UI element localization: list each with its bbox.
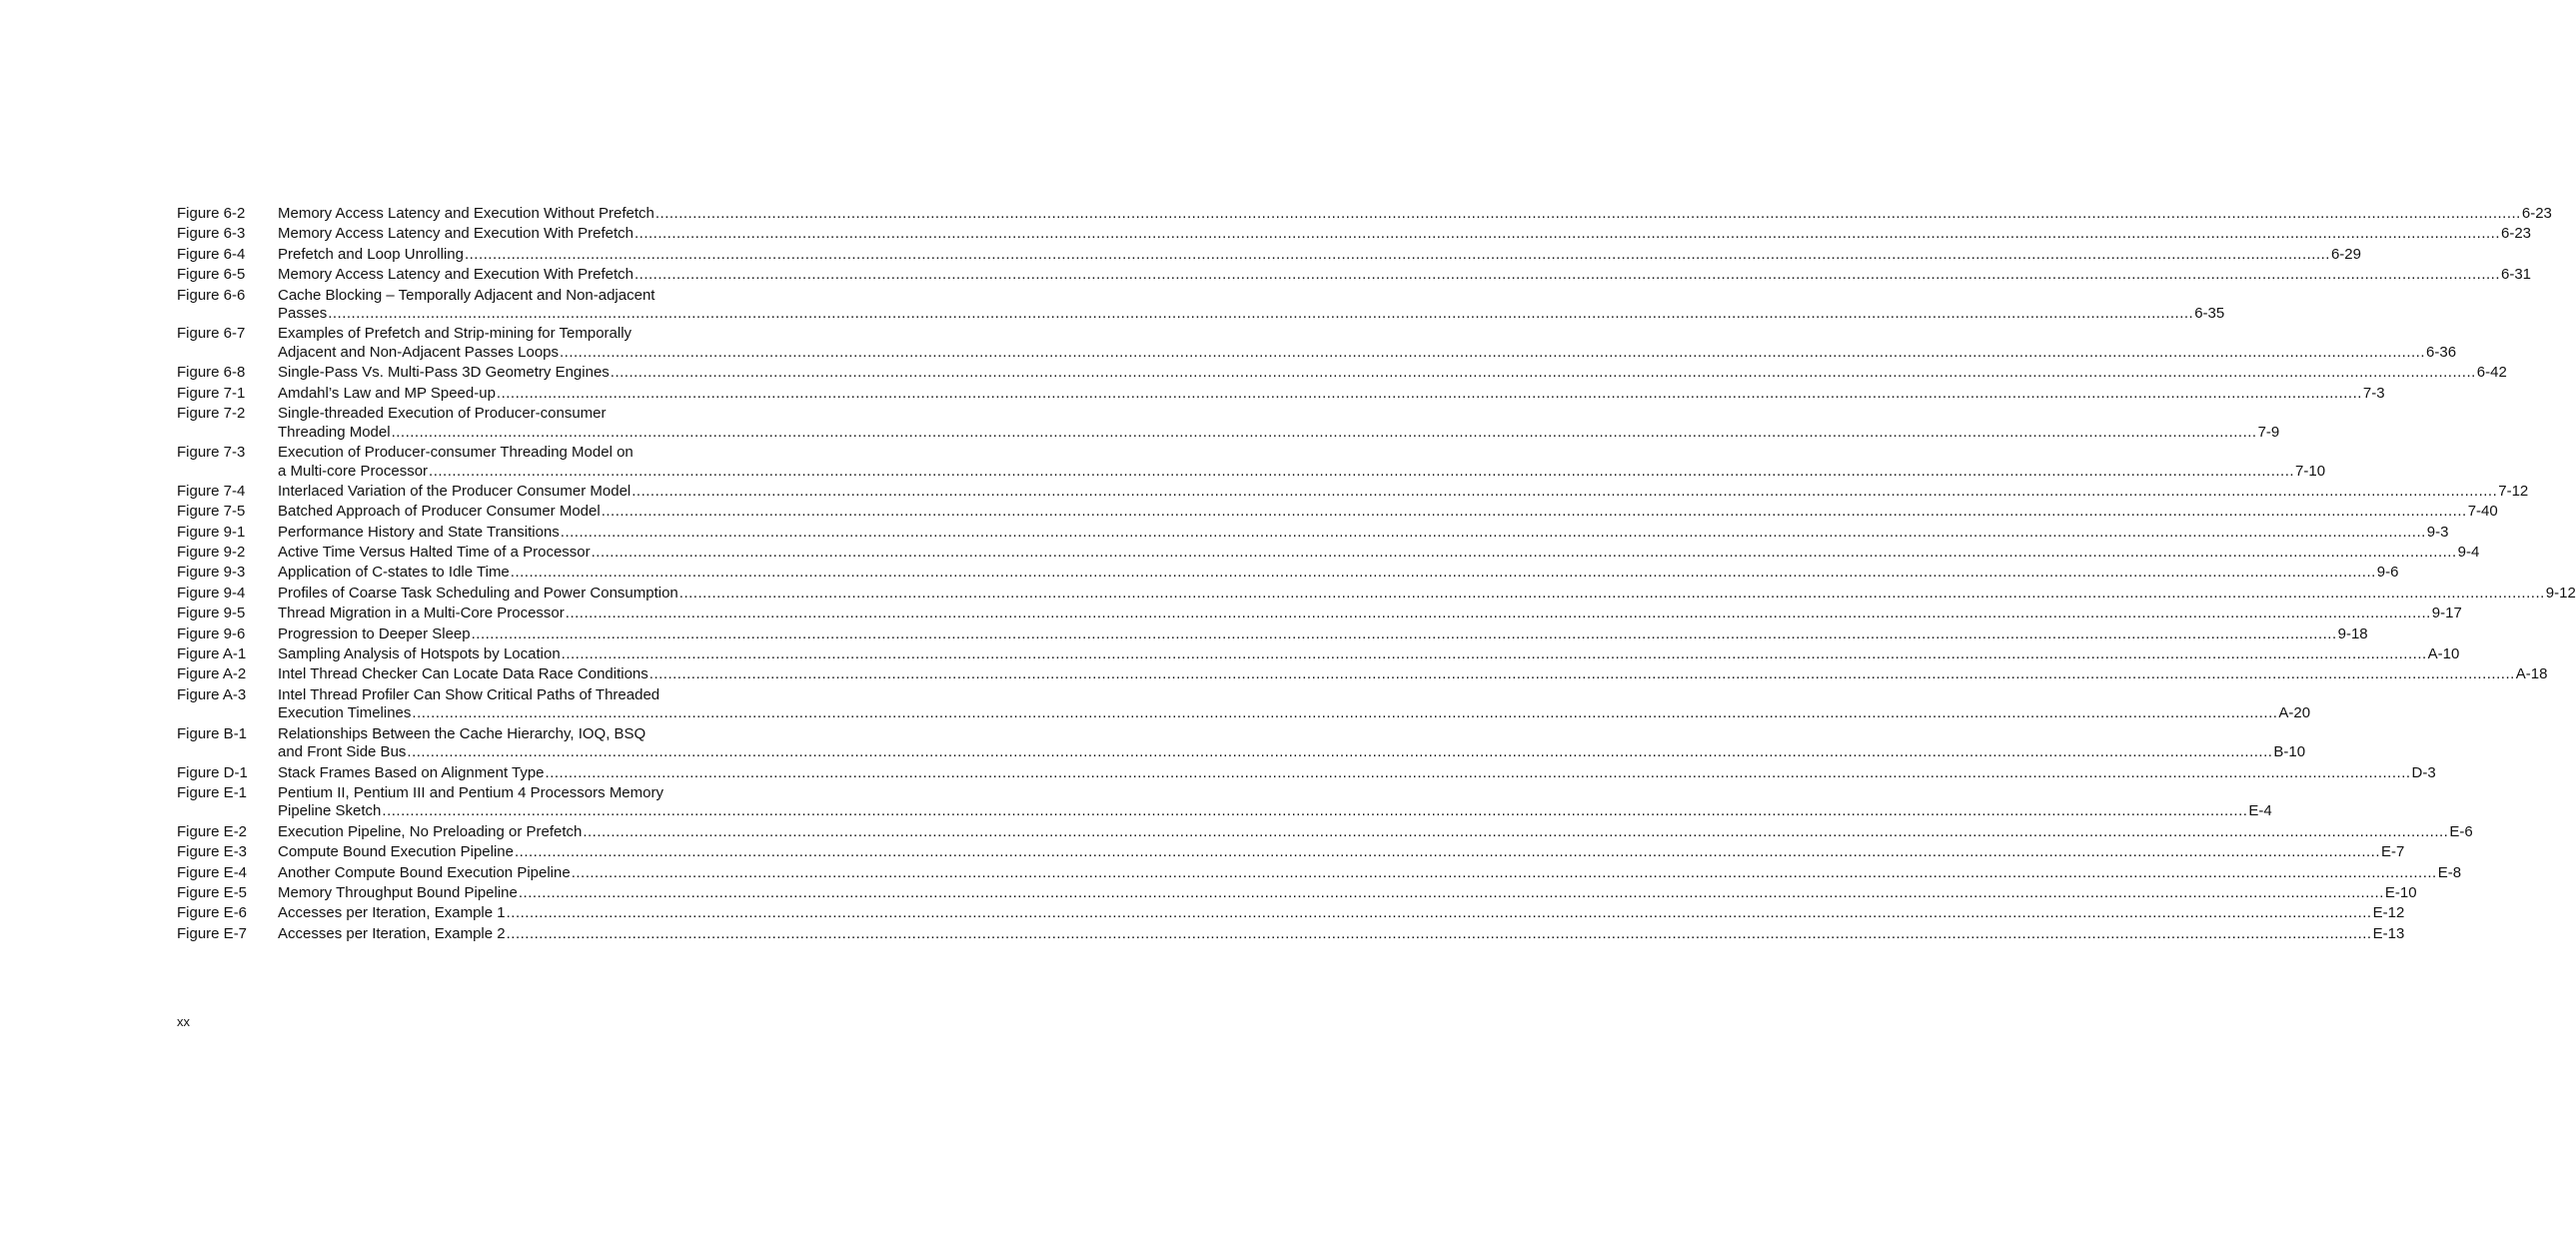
- figure-entry[interactable]: [177, 685, 2311, 723]
- figure-number: Figure 9-2: [177, 544, 246, 562]
- figure-entry[interactable]: [177, 624, 2368, 644]
- figure-number: Figure D-1: [177, 763, 248, 781]
- figure-title-line: [278, 743, 2306, 762]
- figure-entry[interactable]: [177, 605, 2462, 623]
- figure-title-line: Examples of Prefetch and Strip-mining for Temporally: [278, 325, 633, 343]
- figure-title: Interlaced Variation of the Producer Consumer Model: [278, 482, 632, 500]
- figure-title-line: [278, 704, 2311, 723]
- page-reference[interactable]: E-4: [2248, 802, 2272, 820]
- dot-leader: ................................................................................................................................................................................................................................................................................................................................................................................................................: [560, 343, 2426, 361]
- figure-number: Figure 6-6: [177, 286, 246, 304]
- figure-entry[interactable]: [177, 763, 2436, 783]
- figure-title: Passes: [278, 305, 328, 323]
- figure-entry-text: [278, 605, 2462, 623]
- figure-number: Figure 7-2: [177, 405, 246, 423]
- figure-title-line: Cache Blocking – Temporally Adjacent and Non-adjacent: [278, 286, 655, 304]
- figure-entry-text: [278, 822, 2473, 842]
- figure-entry[interactable]: [177, 783, 2272, 821]
- figure-title: Accesses per Iteration, Example 2: [278, 924, 506, 942]
- figure-title: Application of C-states to Idle Time: [278, 564, 510, 582]
- figure-number: Figure 6-2: [177, 205, 246, 222]
- dot-leader: ................................................................................................................................................................................................................................................................................................................................................................................................................: [506, 904, 2372, 922]
- dot-leader: ................................................................................................................................................................................................................................................................................................................................................................................................................: [515, 843, 2380, 861]
- figure-title-line: [278, 245, 2361, 265]
- figure-title: Amdahl’s Law and MP Speed-up: [278, 384, 496, 402]
- figure-number: Figure B-1: [177, 724, 248, 742]
- dot-leader: ................................................................................................................................................................................................................................................................................................................................................................................................................: [412, 704, 2278, 722]
- figure-entry-text: [278, 624, 2368, 644]
- figure-entry[interactable]: [177, 503, 2498, 522]
- figure-title: Thread Migration in a Multi-Core Processor: [278, 605, 565, 622]
- figure-title: Adjacent and Non-Adjacent Passes Loops: [278, 343, 560, 361]
- figure-entry-text: [278, 205, 2552, 224]
- figure-entry-text: [278, 843, 2405, 862]
- figure-number: Figure 6-5: [177, 266, 246, 284]
- figure-title: Execution Timelines: [278, 704, 412, 722]
- figure-title-line: [278, 305, 2225, 324]
- page-reference[interactable]: A-20: [2278, 704, 2311, 722]
- figure-title-line: Single-threaded Execution of Producer-consumer: [278, 405, 607, 423]
- page-reference[interactable]: 7-10: [2295, 462, 2326, 480]
- dot-leader: ................................................................................................................................................................................................................................................................................................................................................................................................................: [518, 884, 2384, 902]
- figure-title: Execution Pipeline, No Preloading or Prefetch: [278, 822, 583, 840]
- figure-entry-text: [278, 924, 2405, 944]
- figure-entry[interactable]: [177, 822, 2473, 842]
- figure-title: Memory Access Latency and Execution With Prefetch: [278, 266, 634, 284]
- figure-entry[interactable]: [177, 924, 2405, 944]
- page-reference[interactable]: 9-12: [2545, 584, 2576, 602]
- page-reference[interactable]: 9-18: [2337, 624, 2368, 642]
- figure-number: Figure 9-3: [177, 564, 246, 582]
- figure-entry-text: [278, 763, 2436, 783]
- figure-entry-text: [278, 564, 2399, 583]
- figure-title: Compute Bound Execution Pipeline: [278, 843, 514, 861]
- page-reference[interactable]: 7-3: [2362, 384, 2385, 402]
- figure-number: Figure E-4: [177, 863, 248, 881]
- figure-entry-text: [278, 384, 2385, 404]
- figure-title-line: [278, 205, 2552, 224]
- figure-title-line: Pentium II, Pentium III and Pentium 4 Processors Memory: [278, 783, 663, 801]
- figure-entry-text: [278, 405, 2280, 442]
- figure-entry[interactable]: [177, 843, 2405, 862]
- figure-entry-text: [278, 286, 2225, 324]
- figure-title-line: [278, 802, 2272, 821]
- figure-title: Memory Access Latency and Execution With Prefetch: [278, 225, 634, 243]
- figure-entry-text: [278, 245, 2361, 265]
- figure-entry[interactable]: [177, 205, 2552, 224]
- page-reference[interactable]: A-10: [2427, 645, 2460, 663]
- figure-entry[interactable]: [177, 564, 2399, 583]
- dot-leader: ................................................................................................................................................................................................................................................................................................................................................................................................................: [471, 624, 2337, 642]
- page-reference[interactable]: 6-31: [2501, 266, 2532, 284]
- figure-title-line: [278, 482, 2529, 502]
- figure-number: Figure E-5: [177, 884, 248, 902]
- list-of-figures: [177, 205, 2576, 945]
- figure-entry[interactable]: [177, 245, 2361, 265]
- page-reference[interactable]: 9-3: [2426, 523, 2449, 541]
- figure-entry-text: [278, 645, 2460, 664]
- page-number: xx: [177, 1014, 190, 1029]
- figure-entry-text: [278, 444, 2326, 481]
- figure-title: Accesses per Iteration, Example 1: [278, 904, 506, 922]
- figure-entry-text: [278, 724, 2306, 762]
- figure-title-line: [278, 384, 2385, 404]
- dot-leader: ................................................................................................................................................................................................................................................................................................................................................................................................................: [591, 544, 2457, 562]
- figure-title-line: [278, 843, 2405, 862]
- dot-leader: ................................................................................................................................................................................................................................................................................................................................................................................................................: [496, 384, 2362, 402]
- figure-title-line: [278, 822, 2473, 842]
- figure-title: Performance History and State Transitions: [278, 523, 560, 541]
- dot-leader: ................................................................................................................................................................................................................................................................................................................................................................................................................: [328, 305, 2194, 323]
- page-reference[interactable]: 6-36: [2426, 343, 2457, 361]
- figure-entry-text: [278, 544, 2480, 563]
- figure-title-line: [278, 763, 2436, 783]
- page-reference[interactable]: B-10: [2273, 743, 2306, 761]
- figure-title: Prefetch and Loop Unrolling: [278, 245, 464, 263]
- figure-title: Active Time Versus Halted Time of a Processor: [278, 544, 591, 562]
- figure-entry-text: [278, 584, 2576, 604]
- figure-title-line: [278, 584, 2576, 604]
- figure-entry[interactable]: [177, 665, 2548, 684]
- dot-leader: ................................................................................................................................................................................................................................................................................................................................................................................................................: [407, 743, 2273, 761]
- figure-entry-text: [278, 884, 2417, 903]
- dot-leader: ................................................................................................................................................................................................................................................................................................................................................................................................................: [382, 802, 2248, 820]
- figure-number: Figure E-3: [177, 843, 248, 861]
- figure-title: Profiles of Coarse Task Scheduling and Power Consumption: [278, 584, 678, 602]
- figure-number: Figure 6-4: [177, 245, 246, 263]
- figure-entry[interactable]: [177, 286, 2225, 324]
- dot-leader: ................................................................................................................................................................................................................................................................................................................................................................................................................: [632, 482, 2498, 500]
- page-reference[interactable]: E-10: [2384, 884, 2417, 902]
- figure-number: Figure 7-1: [177, 384, 246, 402]
- figure-number: Figure 6-8: [177, 364, 246, 382]
- figure-entry[interactable]: [177, 904, 2405, 923]
- figure-title: Intel Thread Checker Can Locate Data Race Conditions: [278, 665, 648, 683]
- figure-number: Figure A-2: [177, 665, 247, 683]
- figure-title: Batched Approach of Producer Consumer Model: [278, 503, 601, 521]
- page-reference[interactable]: 6-29: [2330, 245, 2361, 263]
- dot-leader: ................................................................................................................................................................................................................................................................................................................................................................................................................: [648, 665, 2515, 683]
- figure-title-line: Intel Thread Profiler Can Show Critical Paths of Threaded: [278, 685, 660, 703]
- dot-leader: ................................................................................................................................................................................................................................................................................................................................................................................................................: [429, 462, 2295, 480]
- page-reference[interactable]: E-6: [2449, 822, 2473, 840]
- figure-title: Pipeline Sketch: [278, 802, 382, 820]
- figure-entry[interactable]: [177, 225, 2532, 244]
- figure-number: Figure 9-6: [177, 624, 246, 642]
- dot-leader: ................................................................................................................................................................................................................................................................................................................................................................................................................: [506, 924, 2372, 942]
- figure-entry[interactable]: [177, 325, 2457, 362]
- figure-number: Figure 9-5: [177, 605, 246, 622]
- page-reference[interactable]: D-3: [2411, 763, 2436, 781]
- figure-entry[interactable]: [177, 884, 2417, 903]
- figure-entry[interactable]: [177, 724, 2306, 762]
- figure-entry[interactable]: [177, 645, 2460, 664]
- figure-title-line: [278, 423, 2280, 443]
- page-reference[interactable]: 9-4: [2457, 544, 2480, 562]
- figure-title-line: [278, 665, 2548, 684]
- page-reference[interactable]: 6-35: [2194, 305, 2225, 323]
- figure-number: Figure 9-1: [177, 523, 246, 541]
- figure-title-line: [278, 863, 2462, 883]
- dot-leader: ................................................................................................................................................................................................................................................................................................................................................................................................................: [545, 763, 2411, 781]
- page-reference[interactable]: 6-23: [2501, 225, 2532, 243]
- figure-title-line: [278, 503, 2498, 522]
- figure-entry[interactable]: [177, 405, 2280, 442]
- figure-title-line: [278, 225, 2532, 244]
- figure-number: Figure E-2: [177, 822, 248, 840]
- page-reference[interactable]: 7-9: [2257, 423, 2280, 441]
- figure-entry-text: [278, 863, 2462, 883]
- figure-number: Figure E-6: [177, 904, 248, 922]
- figure-title-line: [278, 266, 2532, 285]
- figure-entry[interactable]: [177, 266, 2532, 285]
- figure-entry-text: [278, 904, 2405, 923]
- figure-entry[interactable]: [177, 384, 2385, 404]
- figure-title: Progression to Deeper Sleep: [278, 624, 471, 642]
- figure-entry[interactable]: [177, 444, 2326, 481]
- figure-number: Figure 6-7: [177, 325, 246, 343]
- figure-number: Figure E-7: [177, 924, 248, 942]
- page-reference[interactable]: 9-17: [2431, 605, 2462, 622]
- figure-title-line: [278, 523, 2449, 543]
- figure-title-line: [278, 343, 2457, 363]
- dot-leader: ................................................................................................................................................................................................................................................................................................................................................................................................................: [583, 822, 2449, 840]
- figure-entry-text: [278, 266, 2532, 285]
- figure-entry[interactable]: [177, 544, 2480, 563]
- figure-entry-text: [278, 503, 2498, 522]
- dot-leader: ................................................................................................................................................................................................................................................................................................................................................................................................................: [635, 266, 2500, 284]
- figure-title: Threading Model: [278, 423, 391, 441]
- dot-leader: ................................................................................................................................................................................................................................................................................................................................................................................................................: [510, 564, 2376, 582]
- dot-leader: ................................................................................................................................................................................................................................................................................................................................................................................................................: [565, 605, 2431, 622]
- page-reference[interactable]: 7-40: [2467, 503, 2498, 521]
- dot-leader: ................................................................................................................................................................................................................................................................................................................................................................................................................: [561, 645, 2427, 663]
- figure-number: Figure 7-5: [177, 503, 246, 521]
- page-reference[interactable]: A-18: [2515, 665, 2548, 683]
- figure-title: Sampling Analysis of Hotspots by Location: [278, 645, 561, 663]
- figure-entry[interactable]: [177, 364, 2507, 383]
- figure-number: Figure 6-3: [177, 225, 246, 243]
- figure-title-line: [278, 544, 2480, 563]
- figure-entry[interactable]: [177, 523, 2449, 543]
- dot-leader: ................................................................................................................................................................................................................................................................................................................................................................................................................: [464, 245, 2330, 263]
- figure-title-line: [278, 884, 2417, 903]
- figure-title: Single-Pass Vs. Multi-Pass 3D Geometry Engines: [278, 364, 610, 382]
- figure-title: and Front Side Bus: [278, 743, 407, 761]
- figure-entry-text: [278, 665, 2548, 684]
- figure-entry[interactable]: [177, 584, 2576, 604]
- figure-number: Figure 7-4: [177, 482, 246, 500]
- page-reference[interactable]: E-8: [2437, 863, 2462, 881]
- figure-title: Memory Access Latency and Execution Without Prefetch: [278, 205, 654, 222]
- figure-number: Figure E-1: [177, 783, 248, 801]
- figure-title-line: [278, 924, 2405, 944]
- figure-entry-text: [278, 523, 2449, 543]
- figure-title-line: [278, 645, 2460, 664]
- figure-title: Memory Throughput Bound Pipeline: [278, 884, 518, 902]
- figure-entry-text: [278, 685, 2311, 723]
- figure-title-line: [278, 364, 2507, 383]
- figure-entry-text: [278, 783, 2272, 821]
- dot-leader: ................................................................................................................................................................................................................................................................................................................................................................................................................: [560, 523, 2426, 541]
- figure-entry-text: [278, 482, 2529, 502]
- figure-number: Figure 7-3: [177, 444, 246, 462]
- figure-title-line: [278, 564, 2399, 583]
- figure-title-line: [278, 624, 2368, 644]
- dot-leader: ................................................................................................................................................................................................................................................................................................................................................................................................................: [678, 584, 2545, 602]
- figure-number: Figure A-1: [177, 645, 247, 663]
- figure-entry[interactable]: [177, 482, 2529, 502]
- dot-leader: ................................................................................................................................................................................................................................................................................................................................................................................................................: [635, 225, 2500, 243]
- figure-title-line: [278, 904, 2405, 923]
- dot-leader: ................................................................................................................................................................................................................................................................................................................................................................................................................: [571, 863, 2437, 881]
- figure-title-line: Execution of Producer-consumer Threading Model on: [278, 444, 634, 462]
- page-reference[interactable]: 6-23: [2521, 205, 2552, 222]
- figure-entry-text: [278, 225, 2532, 244]
- figure-number: Figure 9-4: [177, 584, 246, 602]
- figure-title: Another Compute Bound Execution Pipeline: [278, 863, 571, 881]
- figure-number: Figure A-3: [177, 685, 247, 703]
- dot-leader: ................................................................................................................................................................................................................................................................................................................................................................................................................: [601, 503, 2467, 521]
- figure-entry-text: [278, 325, 2457, 362]
- dot-leader: ................................................................................................................................................................................................................................................................................................................................................................................................................: [654, 205, 2521, 222]
- page-reference[interactable]: E-12: [2372, 904, 2405, 922]
- figure-title-line: Relationships Between the Cache Hierarchy, IOQ, BSQ: [278, 724, 646, 742]
- page-reference[interactable]: 6-42: [2476, 364, 2507, 382]
- figure-title: Stack Frames Based on Alignment Type: [278, 763, 545, 781]
- page-reference[interactable]: 7-12: [2498, 482, 2529, 500]
- figure-entry-text: [278, 364, 2507, 383]
- dot-leader: ................................................................................................................................................................................................................................................................................................................................................................................................................: [610, 364, 2476, 382]
- figure-title-line: [278, 605, 2462, 623]
- page-reference[interactable]: 9-6: [2376, 564, 2399, 582]
- figure-title-line: [278, 462, 2326, 482]
- page-reference[interactable]: E-13: [2372, 924, 2405, 942]
- figure-title: a Multi-core Processor: [278, 462, 429, 480]
- figure-entry[interactable]: [177, 863, 2462, 883]
- dot-leader: ................................................................................................................................................................................................................................................................................................................................................................................................................: [391, 423, 2257, 441]
- page-reference[interactable]: E-7: [2381, 843, 2405, 861]
